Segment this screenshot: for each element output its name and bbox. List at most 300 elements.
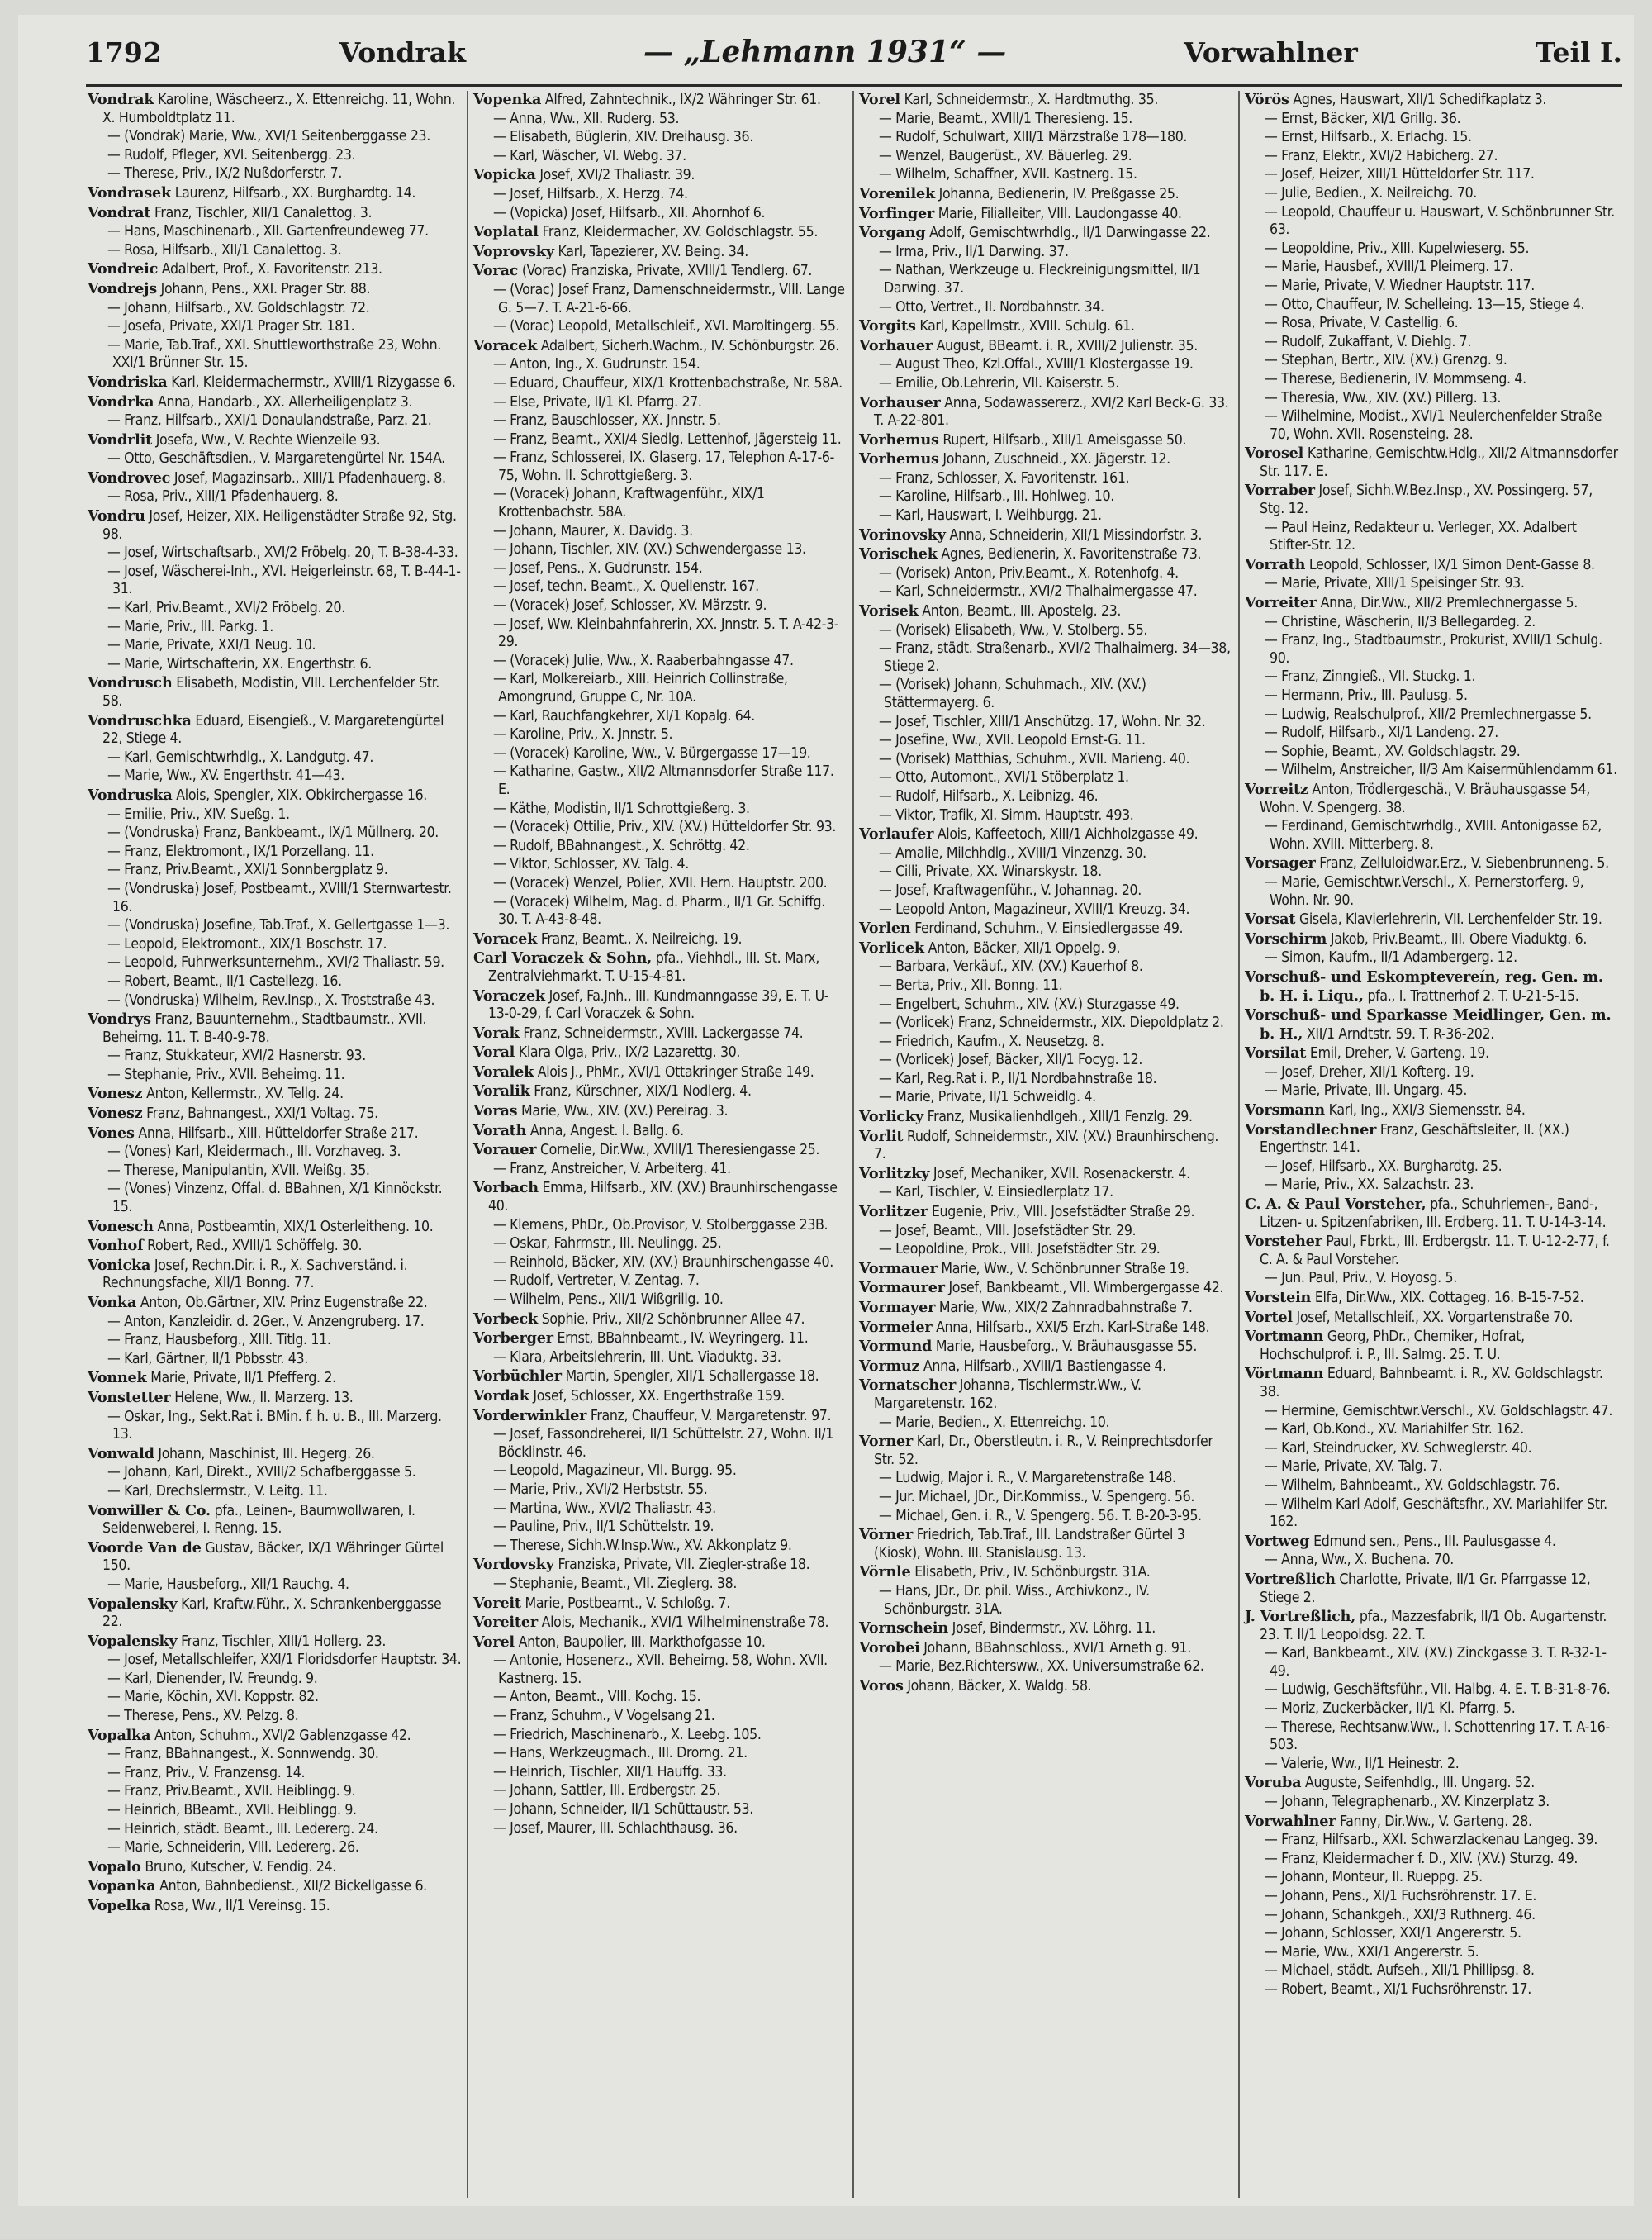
entry-details: — (Voracek) Josef, Schlosser, XV. Märzstr. 9. (493, 597, 767, 615)
entry-details: Marie, Ww., V. Schönbrunner Straße 19. (937, 1260, 1189, 1277)
directory-entry (473, 337, 847, 356)
directory-entry (1245, 781, 1621, 817)
entry-details: — Rudolf, BBahnangest., X. Schröttg. 42. (493, 837, 750, 854)
entry-details: Johann, BBahnschloss., XVI/1 Arneth g. 91. (919, 1639, 1191, 1657)
entry-details: Johann, Bäcker, X. Waldg. 58. (903, 1677, 1092, 1695)
entry-details: pfa., Schuhriemen-, Band-, Litzen- u. Spitzenfabriken, III. Erdberg. 11. T. U-14-3-14. (1260, 1196, 1607, 1231)
entry-details: Anna, Hilfsarb., XIII. Hütteldorfer Straße 217. (134, 1124, 419, 1142)
entry-surname: Vorsmann (1245, 1101, 1325, 1120)
directory-entry (88, 507, 462, 544)
directory-entry (859, 583, 1233, 601)
directory-entry (1245, 166, 1621, 184)
directory-entry (859, 1526, 1233, 1562)
directory-entry (88, 184, 462, 203)
directory-entry (88, 1502, 462, 1538)
entry-surname: Vondrat (88, 203, 151, 221)
entry-details: — Leopold, Fuhrwerksunternehm., XVI/2 Thaliastr. 59. (107, 954, 444, 972)
entry-details: — Leopoldine, Prok., VIII. Josefstädter Str. 29. (879, 1241, 1161, 1258)
directory-entry (473, 223, 847, 242)
directory-entry (859, 751, 1233, 769)
entry-details: pfa., I. Trattnerhof 2. T. U-21-5-15. (1363, 987, 1579, 1005)
directory-entry (1245, 1944, 1621, 1962)
column-3 (854, 91, 1240, 2198)
column-4 (1240, 91, 1626, 2198)
entry-details: Josef, Magazinsarb., XIII/1 Pfadenhauerg. 8. (170, 469, 446, 487)
directory-entry (1245, 1044, 1621, 1063)
entry-surname: Vones (88, 1124, 135, 1142)
entry-surname: Vorenilek (859, 184, 935, 202)
entry-details: Katharine, Gemischtw.Hdlg., XII/2 Altmannsdorfer Str. 117. E. (1260, 445, 1618, 480)
entry-details: — Marie, Private, V. Wiedner Hauptstr. 117. (1265, 277, 1535, 294)
entry-details: Josef, Mechaniker, XVII. Rosenackerstr. 4. (929, 1165, 1190, 1182)
directory-entry (859, 565, 1233, 583)
entry-surname: Vopicka (473, 166, 536, 184)
directory-entry (1245, 854, 1621, 873)
entry-surname: Voras (473, 1102, 518, 1120)
directory-entry (859, 1015, 1233, 1033)
right-running-head: Vorwahlner (1184, 36, 1358, 69)
directory-entry (473, 1708, 847, 1726)
entry-details: Elisabeth, Modistin, VIII. Lerchenfelder Str. 58. (102, 675, 439, 710)
entry-surname: Vopalo (88, 1857, 141, 1875)
directory-entry (1245, 315, 1621, 333)
entry-surname: Vorbüchler (473, 1367, 562, 1386)
entry-surname: Voprovsky (473, 242, 554, 260)
entry-surname: Voreit (473, 1594, 521, 1612)
entry-details: — August Theo, Kzl.Offal., XVIII/1 Klostergasse 19. (879, 356, 1194, 373)
directory-entry (88, 656, 462, 674)
directory-entry (473, 1500, 847, 1519)
entry-details: — (Voracek) Wenzel, Polier, XVII. Hern. Hauptstr. 200. (493, 874, 828, 891)
directory-entry (88, 1048, 462, 1066)
entry-details: — Therese, Rechtsanw.Ww., I. Schottenring 17. T. A-16-503. (1265, 1718, 1610, 1754)
entry-details: Alfred, Zahntechnik., IX/2 Währinger Str. 61. (541, 92, 821, 108)
directory-entry (473, 1217, 847, 1235)
entry-surname: Vorstein (1245, 1289, 1312, 1306)
entry-details: Anton, Bäcker, XII/1 Oppelg. 9. (923, 939, 1121, 957)
directory-entry (473, 394, 847, 412)
directory-entry (88, 373, 462, 392)
entry-details: Marie, Postbeamt., V. Schloßg. 7. (520, 1595, 730, 1612)
entry-details: — (Vorisek) Matthias, Schuhm., XVII. Marieng. 40. (879, 750, 1190, 768)
entry-details: pfa., Mazzesfabrik, II/1 Ob. Augartenstr. 23. T. II/1 Leopoldsg. 22. T. (1260, 1609, 1607, 1643)
entry-details: — Otto, Geschäftsdien., V. Margaretengürtel Nr. 154A. (107, 450, 445, 468)
directory-entry (88, 1783, 462, 1801)
entry-details: — (Vones) Karl, Kleidermach., III. Vorzhaveg. 3. (107, 1143, 401, 1161)
entry-surname: Vorbach (473, 1179, 539, 1197)
directory-entry (473, 1595, 847, 1614)
directory-entry (88, 1085, 462, 1104)
entry-details: Franz, Kürschner, XIX/1 Nodlerg. 4. (529, 1083, 752, 1100)
directory-entry (859, 1677, 1233, 1696)
entry-details: Anton, Kellermstr., XV. Tellg. 24. (142, 1086, 344, 1103)
entry-details: Eugenie, Priv., VIII. Josefstädter Straße 29. (928, 1204, 1195, 1221)
directory-entry (859, 224, 1233, 243)
entry-details: — Johann, Schankgeh., XXI/3 Ruthnerg. 46. (1265, 1906, 1536, 1923)
directory-entry (1245, 1907, 1621, 1925)
entry-details: — Franz, Priv.Beamt., XVII. Heiblingg. 9. (107, 1783, 356, 1800)
entry-surname: Vopenka (473, 91, 542, 108)
entry-details: — Karl, Wäscher, VI. Webg. 37. (493, 147, 686, 164)
entry-surname: Carl Voraczek & Sohn, (473, 949, 653, 967)
entry-details: Franz, Musikalienhdlgeh., XIII/1 Fenzlg. 29. (923, 1109, 1193, 1126)
directory-entry (1245, 1571, 1621, 1607)
entry-details: — Karl, Molkereiarb., XIII. Heinrich Collinstraße, Amongrund, Gruppe C, Nr. 10A. (493, 671, 788, 706)
entry-details: — Karl, Tischler, V. Einsiedlerplatz 17. (879, 1184, 1113, 1201)
entry-details: — Ludwig, Geschäftsführ., VII. Halbg. 4. E. T. B-31-8-76. (1265, 1681, 1611, 1699)
entry-details: — Wilhelmine, Modist., XVI/1 Neulerchenfelder Straße 70, Wohn. XVII. Rosensteing. 28. (1265, 408, 1602, 443)
directory-entry (1245, 1196, 1621, 1232)
entry-details: — Franz, Beamt., XXI/4 Siedlg. Lettenhof, Jägersteig 11. (493, 430, 842, 448)
entry-details: Anton, Trödlergeschä., V. Bräuhausgasse 54, Wohn. V. Spengerg. 38. (1260, 781, 1590, 816)
directory-entry (1245, 1681, 1621, 1699)
directory-entry (88, 1483, 462, 1501)
directory-entry (1245, 1552, 1621, 1570)
entry-details: Anna, Sodawassererz., XVI/2 Karl Beck-G. 33. T. A-22-801. (874, 394, 1229, 430)
directory-entry (859, 337, 1233, 356)
directory-entry (859, 1619, 1233, 1638)
directory-entry (473, 1161, 847, 1179)
entry-details: Karl, Dr., Oberstleutn. i. R., V. Reinprechtsdorfer Str. 52. (874, 1433, 1213, 1468)
directory-entry (473, 1407, 847, 1426)
entry-details: — (Vorlicek) Josef, Bäcker, XII/1 Focyg. 12. (879, 1052, 1143, 1069)
entry-details: Josef, Heizer, XIX. Heiligenstädter Straße 92, Stg. 98. (102, 508, 457, 543)
directory-entry (859, 111, 1233, 129)
entry-details: Marie, Private, II/1 Pfefferg. 2. (146, 1370, 336, 1387)
directory-entry (859, 732, 1233, 750)
directory-entry (859, 1165, 1233, 1184)
entry-surname: Vorsteher (1245, 1233, 1322, 1251)
entry-details: — Michael, Gen. i. R., V. Spengerg. 56. T. B-20-3-95. (879, 1507, 1202, 1524)
entry-details: Franz, Bauunternehm., Stadtbaumstr., XVII. Beheimg. 11. T. B-40-9-78. (102, 1011, 427, 1046)
directory-entry (859, 788, 1233, 806)
directory-entry (859, 1108, 1233, 1127)
directory-entry (473, 91, 847, 110)
directory-entry (1245, 1962, 1621, 1980)
entry-details: — Jun. Paul, Priv., V. Hoyosg. 5. (1265, 1270, 1457, 1287)
entry-surname: Vorschuß- und Sparkasse Meidlinger, Gen. m. b. H., (1245, 1006, 1612, 1043)
directory-entry (88, 806, 462, 825)
directory-entry (859, 958, 1233, 977)
entry-details: — Johann, Karl, Direkt., XVIII/2 Schafberggasse 5. (107, 1464, 416, 1481)
entry-details: — (Vondruska) Franz, Bankbeamt., IX/1 Müllnerg. 20. (107, 825, 439, 842)
directory-entry (88, 223, 462, 241)
entry-details: — Johann, Tischler, XIV. (XV.) Schwendergasse 13. (493, 541, 806, 559)
directory-entry (859, 1414, 1233, 1433)
entry-details: — Rosa, Hilfsarb., XII/1 Canalettog. 3. (107, 241, 342, 259)
entry-details: — Cilli, Private, XX. Winarskystr. 18. (879, 863, 1102, 881)
directory-entry (473, 597, 847, 616)
entry-details: — Marie, Bedien., X. Ettenreichg. 10. (879, 1414, 1110, 1431)
entry-surname: Voorde Van de (88, 1538, 202, 1557)
directory-entry (1245, 1700, 1621, 1718)
entry-details: Eduard, Eisengieß., V. Margaretengürtel 22, Stiege 4. (102, 712, 444, 748)
directory-entry (88, 488, 462, 506)
entry-surname: Vorgang (859, 224, 926, 242)
entry-details: Leopold, Schlosser, IX/1 Simon Dent-Gasse 8. (1305, 556, 1595, 573)
entry-surname: Voracek (473, 929, 538, 948)
entry-surname: Vorosel (1245, 444, 1304, 463)
entry-details: — Josef, Pens., X. Gudrunstr. 154. (493, 559, 703, 577)
entry-surname: Vopalensky (88, 1595, 178, 1613)
entry-details: Cornelie, Dir.Ww., XVIII/1 Theresiengasse 25. (536, 1142, 820, 1159)
directory-entry (473, 166, 847, 185)
directory-entry (473, 148, 847, 166)
entry-details: — Wilhelm, Bahnbeamt., XV. Goldschlagstr. 76. (1265, 1476, 1560, 1494)
directory-entry (473, 1291, 847, 1310)
entry-details: — Heinrich, Tischler, XII/1 Hauffg. 33. (493, 1763, 727, 1780)
directory-entry (859, 677, 1233, 712)
directory-entry (859, 185, 1233, 204)
entry-surname: Vondrasek (88, 183, 172, 202)
directory-entry (859, 1071, 1233, 1089)
entry-details: Adalbert, Prof., X. Favoritenstr. 213. (158, 261, 382, 278)
directory-entry (859, 1052, 1233, 1070)
entry-surname: Vorac (473, 262, 519, 280)
directory-entry (1245, 371, 1621, 389)
entry-details: Franz, Tischler, XIII/1 Hollerg. 23. (177, 1633, 387, 1650)
directory-entry (88, 1010, 462, 1047)
entry-surname: Vondriska (88, 373, 168, 391)
directory-entry (88, 1746, 462, 1764)
entry-details: — Karl, Priv.Beamt., XVI/2 Fröbelg. 20. (107, 600, 345, 617)
directory-entry (473, 431, 847, 449)
directory-entry (1245, 91, 1621, 110)
entry-details: — Josef, Maurer, III. Schlachthausg. 36. (493, 1819, 738, 1837)
entry-details: — Reinhold, Bäcker, XIV. (XV.) Braunhirschengasse 40. (493, 1253, 833, 1271)
entry-details: — Franz, Priv., V. Franzensg. 14. (107, 1764, 306, 1781)
entry-surname: J. Vortreßlich, (1245, 1608, 1356, 1626)
entry-surname: Voracek (473, 336, 538, 354)
entry-details: — Julie, Bedien., X. Neilreichg. 70. (1265, 184, 1477, 202)
directory-entry (1245, 1888, 1621, 1906)
directory-entry (88, 1539, 462, 1576)
entry-details: — Leopold, Magazineur, VII. Burgg. 95. (493, 1462, 737, 1480)
entry-surname: Vondruska (88, 786, 173, 804)
entry-details: — Marie, Tab.Traf., XXI. Shuttleworthstraße 23, Wohn. XXI/1 Brünner Str. 15. (107, 336, 441, 372)
entry-surname: Vorhemus (859, 450, 939, 468)
directory-entry (88, 91, 462, 127)
directory-entry (859, 1470, 1233, 1488)
entry-surname: Vorsat (1245, 910, 1296, 929)
entry-surname: Vorlaufer (859, 825, 934, 844)
directory-entry (473, 1310, 847, 1329)
entry-details: — Therese, Pens., XV. Pelzg. 8. (107, 1708, 299, 1725)
directory-entry (859, 602, 1233, 621)
directory-entry (1245, 1774, 1621, 1793)
entry-details: Elisabeth, Priv., IV. Schönburgstr. 31A. (910, 1564, 1151, 1581)
directory-entry (1245, 334, 1621, 352)
entry-surname: Vonwiller & Co. (88, 1501, 211, 1519)
entry-details: — Johann, Pens., XI/1 Fuchsröhrenstr. 17. E. (1265, 1888, 1537, 1904)
column-1 (83, 91, 468, 2198)
entry-details: Rupert, Hilfsarb., XIII/1 Ameisgasse 50. (938, 431, 1187, 449)
directory-entry (859, 977, 1233, 996)
directory-entry (473, 523, 847, 541)
entry-surname: Vorlicek (859, 939, 924, 957)
directory-entry (1245, 594, 1621, 613)
entry-details: — Friedrich, Maschinenarb., X. Leebg. 105. (493, 1726, 762, 1743)
directory-entry (859, 1203, 1233, 1222)
directory-entry (88, 147, 462, 165)
entry-surname: Vondrys (88, 1010, 151, 1029)
entry-details: — Ferdinand, Gemischtwrhdlg., XVIII. Antonigasse 62, Wohn. XVIII. Mitterberg. 8. (1265, 818, 1602, 853)
entry-details: — Marie, Private, XXI/1 Neug. 10. (107, 637, 316, 654)
entry-details: Karl, Kleidermachermstr., XVIII/1 Rizygasse 6. (167, 373, 456, 391)
directory-entry (88, 844, 462, 862)
header-rule (86, 84, 1622, 87)
directory-entry (473, 1782, 847, 1800)
entry-details: Josef, XVI/2 Thaliastr. 39. (535, 167, 695, 184)
entry-details: — Franz, Schlosser, X. Favoritenstr. 161. (879, 469, 1130, 487)
entry-surname: Voplatal (473, 223, 539, 241)
entry-details: Josefa, Ww., V. Rechte Wienzeile 93. (152, 431, 381, 449)
directory-entry (88, 992, 462, 1010)
directory-entry (859, 166, 1233, 184)
directory-entry (473, 987, 847, 1024)
directory-entry (859, 488, 1233, 506)
entry-details: — Wilhelm Karl Adolf, Geschäftsfhr., XV. Mariahilfer Str. 162. (1265, 1495, 1607, 1531)
entry-details: — Ernst, Bäcker, XI/1 Grillg. 36. (1265, 110, 1461, 127)
directory-entry (1245, 259, 1621, 277)
directory-entry (473, 282, 847, 317)
directory-entry (473, 801, 847, 819)
entry-details: — Marie, Priv., III. Parkg. 1. (107, 618, 273, 635)
directory-entry (88, 280, 462, 299)
entry-details: — Wilhelm, Schaffner, XVII. Kastnerg. 15. (879, 166, 1137, 183)
directory-entry (1245, 818, 1621, 853)
entry-details: — Josef, Hilfsarb., X. Herzg. 74. (493, 185, 688, 202)
entry-details: — Ernst, Hilfsarb., X. Erlachg. 15. (1265, 129, 1472, 146)
directory-entry (1245, 1403, 1621, 1421)
entry-surname: Voral (473, 1043, 515, 1062)
directory-entry (473, 1063, 847, 1082)
directory-entry (859, 1128, 1233, 1164)
entry-details: — Rudolf, Vertreter, V. Zentag. 7. (493, 1272, 700, 1290)
directory-entry (1245, 278, 1621, 296)
directory-entry (473, 486, 847, 521)
entry-details: Ferdinand, Schuhm., V. Einsiedlergasse 49. (910, 920, 1184, 938)
entry-details: — Eduard, Chauffeur, XIX/1 Krottenbachstraße, Nr. 58A. (493, 374, 843, 392)
directory-entry (473, 856, 847, 874)
directory-entry (859, 769, 1233, 787)
entry-details: — Emilie, Ob.Lehrerin, VII. Kaiserstr. 5. (879, 374, 1119, 392)
entry-details: — Hermann, Priv., III. Paulusg. 5. (1265, 687, 1468, 704)
entry-details: — (Vondruska) Josefine, Tab.Traf., X. Gellertgasse 1—3. (107, 917, 450, 934)
directory-entry (473, 541, 847, 559)
entry-surname: Vorisek (859, 602, 919, 620)
entry-details: Eduard, Bahnbeamt. i. R., XV. Goldschlagstr. 38. (1260, 1366, 1603, 1400)
entry-details: Rosa, Ww., II/1 Vereinsg. 15. (150, 1898, 330, 1914)
entry-details: — Marie, Hausbeforg., XII/1 Rauchg. 4. (107, 1576, 349, 1593)
directory-entry (88, 862, 462, 880)
entry-details: Karl, Kapellmstr., XVIII. Schulg. 61. (915, 318, 1135, 335)
entry-details: Alois J., PhMr., XVI/1 Ottakringer Straße 149. (534, 1063, 814, 1081)
entry-details: — Josef, Kraftwagenführ., V. Johannag. 20. (879, 882, 1142, 899)
directory-entry (88, 825, 462, 843)
directory-entry (1245, 520, 1621, 555)
entry-details: Martin, Spengler, XII/1 Schallergasse 18. (561, 1368, 819, 1386)
directory-entry (1245, 706, 1621, 725)
directory-entry (859, 375, 1233, 393)
entry-details: Franz, Chauffeur, V. Margaretenstr. 97. (586, 1407, 832, 1424)
directory-entry (473, 1633, 847, 1652)
entry-details: — Johann, Sattler, III. Erdbergstr. 25. (493, 1782, 721, 1799)
entry-details: — Johann, Telegraphenarb., XV. Kinzerplatz 3. (1265, 1794, 1550, 1811)
entry-surname: Vörtmann (1245, 1365, 1324, 1383)
entry-details: — Christine, Wäscherin, II/3 Bellegardeg. 2. (1265, 613, 1536, 630)
left-running-head: Vondrak (339, 36, 467, 69)
entry-details: Anna, Hilfsarb., XVIII/1 Bastiengasse 4. (919, 1357, 1166, 1375)
directory-entry (1245, 408, 1621, 444)
directory-entry (88, 1897, 462, 1916)
directory-entry (88, 544, 462, 563)
entry-details: — Karl, Bankbeamt., XIV. (XV.) Zinckgasse 3. T. R-32-1-49. (1265, 1645, 1607, 1680)
directory-entry (88, 1389, 462, 1408)
page-header (86, 35, 1622, 76)
entry-details: Anna, Hilfsarb., XXI/5 Erzh. Karl-Straße 148. (932, 1319, 1210, 1336)
entry-surname: Vorfinger (859, 204, 935, 222)
entry-details: — Karl, Schneidermstr., XVI/2 Thalhaimergasse 47. (879, 583, 1198, 601)
entry-details: Bruno, Kutscher, V. Fendig. 24. (140, 1858, 336, 1875)
entry-surname: Vormeier (859, 1318, 933, 1336)
directory-entry (1245, 240, 1621, 259)
directory-entry (859, 996, 1233, 1015)
entry-surname: Vondrlit (88, 430, 153, 449)
entry-details: Auguste, Seifenhdlg., III. Ungarg. 52. (1301, 1775, 1535, 1792)
entry-details: — Else, Private, II/1 Kl. Pfarrg. 27. (493, 393, 702, 411)
directory-entry (1245, 632, 1621, 668)
directory-entry (859, 1260, 1233, 1279)
entry-details: — Antonie, Hosenerz., XVII. Beheimg. 58, Wohn. XVII. Kastnerg. 15. (493, 1652, 828, 1687)
directory-entry (1245, 725, 1621, 743)
entry-details: — Franz, Anstreicher, V. Arbeiterg. 41. (493, 1160, 731, 1177)
entry-surname: Vornschein (859, 1619, 948, 1638)
directory-entry (1245, 111, 1621, 129)
entry-details: Anna, Schneiderin, XII/1 Missindorfstr. 3. (945, 526, 1203, 544)
directory-entry (88, 787, 462, 806)
entry-details: pfa., Leinen-, Baumwollwaren, I. Seidenweberei, I. Renng. 15. (102, 1502, 415, 1538)
entry-details: — Josefine, Ww., XVII. Leopold Ernst-G. 11. (879, 732, 1146, 749)
entry-details: Emil, Dreher, V. Garteng. 19. (1306, 1045, 1489, 1062)
entry-details: — Rudolf, Schulwart, XIII/1 Märzstraße 178—180. (879, 129, 1188, 146)
entry-surname: Vortel (1245, 1308, 1293, 1326)
directory-page (18, 15, 1634, 2206)
directory-entry (473, 1122, 847, 1141)
entry-details: Anton, Ob.Gärtner, XIV. Prinz Eugenstraße 22. (136, 1295, 428, 1311)
directory-entry (1245, 444, 1621, 481)
entry-details: Karoline, Wäscheerz., X. Ettenreichg. 11, Wohn. X. Humboldtplatz 11. (102, 92, 456, 126)
directory-entry (88, 768, 462, 786)
entry-details: — Leopold, Elektromont., XIX/1 Boschstr. 17. (107, 935, 387, 953)
directory-entry (859, 1376, 1233, 1413)
entry-details: — Rudolf, Zukaffant, V. Diehlg. 7. (1265, 333, 1472, 350)
entry-details: — Amalie, Milchhdlg., XVIII/1 Vinzenzg. 30. (879, 844, 1146, 862)
directory-entry (1245, 1082, 1621, 1100)
entry-details: — Karl, Hauswart, I. Weihburgg. 21. (879, 507, 1102, 525)
entry-details: — (Vorlicek) Franz, Schneidermstr., XIX. Diepoldplatz 2. (879, 1015, 1224, 1032)
entry-details: Adalbert, Sicherh.Wachm., IV. Schönburgstr. 26. (537, 337, 839, 354)
entry-details: Johann, Zuschneid., XX. Jägerstr. 12. (938, 451, 1170, 468)
directory-entry (859, 1223, 1233, 1241)
directory-entry (859, 939, 1233, 958)
entry-surname: Vörnle (859, 1563, 911, 1581)
directory-entry (88, 318, 462, 336)
entry-details: Johanna, Bedienerin, IV. Preßgasse 25. (934, 185, 1180, 202)
directory-entry (88, 917, 462, 935)
directory-entry (1245, 148, 1621, 166)
entry-details: — Oskar, Fahrmstr., III. Neulingg. 25. (493, 1235, 722, 1253)
